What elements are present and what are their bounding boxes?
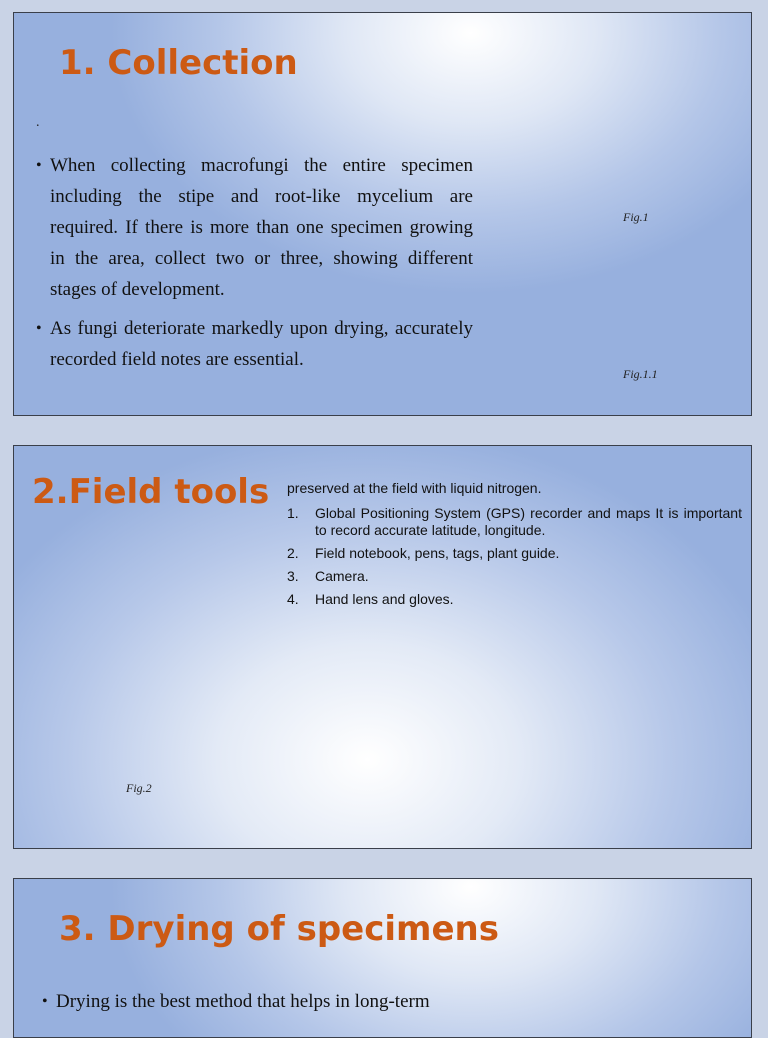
list-item: • As fungi deteriorate markedly upon drying, accurately recorded field notes are essential. xyxy=(36,318,473,370)
slide-field-tools xyxy=(13,445,752,849)
list-item: • Drying is the best method that helps in long-term xyxy=(42,991,430,1012)
list-item: 1. Global Positioning System (GPS) recorder and maps It is important to record accurate latitude, longitude. xyxy=(287,505,742,538)
list-item: • When collecting macrofungi the entire specimen including the stipe and root-like mycelium are required. If there is more than one specimen growing in the area, collect two or three, showing different stages of development. xyxy=(36,155,473,300)
bullet-list xyxy=(36,150,473,383)
figure-caption: Fig.2 xyxy=(126,781,152,795)
list-item: 3. Camera. xyxy=(287,568,369,584)
slide-title: 3. Drying of specimens xyxy=(59,909,499,949)
bullet-list xyxy=(42,986,482,1025)
stray-mark: . xyxy=(36,115,40,130)
figure-caption: Fig.1 xyxy=(623,210,649,224)
list-item: 2. Field notebook, pens, tags, plant guide. xyxy=(287,545,560,561)
numbered-list xyxy=(287,505,742,614)
slide-drying xyxy=(13,878,752,1038)
figure-caption: Fig.1.1 xyxy=(623,367,658,381)
intro-text: preserved at the field with liquid nitrogen. xyxy=(287,480,542,496)
list-item: 4. Hand lens and gloves. xyxy=(287,591,454,607)
slide-collection xyxy=(13,12,752,416)
slide-title: 2.Field tools xyxy=(32,472,270,512)
slide-title: 1. Collection xyxy=(59,43,298,83)
